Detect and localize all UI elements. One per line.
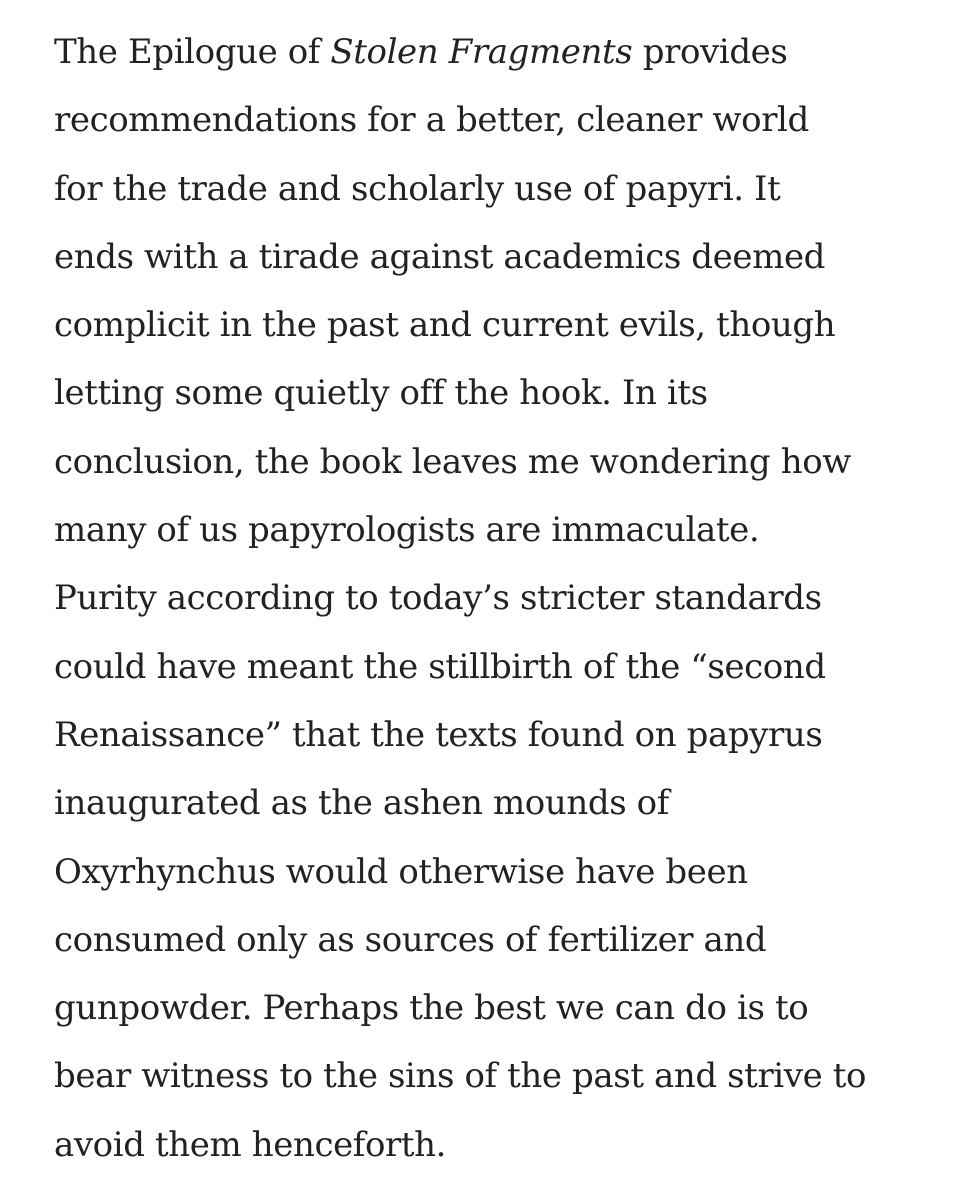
text-line-13: Oxyrhynchus would otherwise have been: [54, 851, 748, 892]
text-line-11: Renaissance” that the texts found on papyrus: [54, 714, 823, 755]
text-line-5: complicit in the past and current evils, though: [54, 305, 836, 346]
line1-tail-text: provides: [632, 32, 788, 72]
text-line-1: [54, 18, 914, 86]
text-line-4: ends with a tirade against academics deemed: [54, 236, 826, 277]
text-line-12: inaugurated as the ashen mounds of: [54, 783, 669, 824]
text-line-14: consumed only as sources of fertilizer and: [54, 919, 767, 960]
text-line-8: many of us papyrologists are immaculate.: [54, 510, 760, 551]
line1-lead-text: The Epilogue of: [54, 32, 331, 72]
text-line-9: Purity according to today’s stricter standards: [54, 578, 822, 619]
text-line-2: recommendations for a better, cleaner world: [54, 100, 809, 141]
text-line-17: avoid them henceforth.: [54, 1124, 447, 1165]
text-line-6: letting some quietly off the hook. In its: [54, 373, 708, 414]
book-title: Stolen Fragments: [330, 32, 633, 72]
text-line-7: conclusion, the book leaves me wondering how: [54, 441, 851, 482]
text-line-10: could have meant the stillbirth of the “second: [54, 646, 826, 687]
article-paragraph: [54, 18, 914, 1179]
text-line-15: gunpowder. Perhaps the best we can do is to: [54, 988, 809, 1029]
text-line-16: bear witness to the sins of the past and strive to: [54, 1056, 867, 1097]
text-line-3: for the trade and scholarly use of papyri. It: [54, 168, 781, 209]
